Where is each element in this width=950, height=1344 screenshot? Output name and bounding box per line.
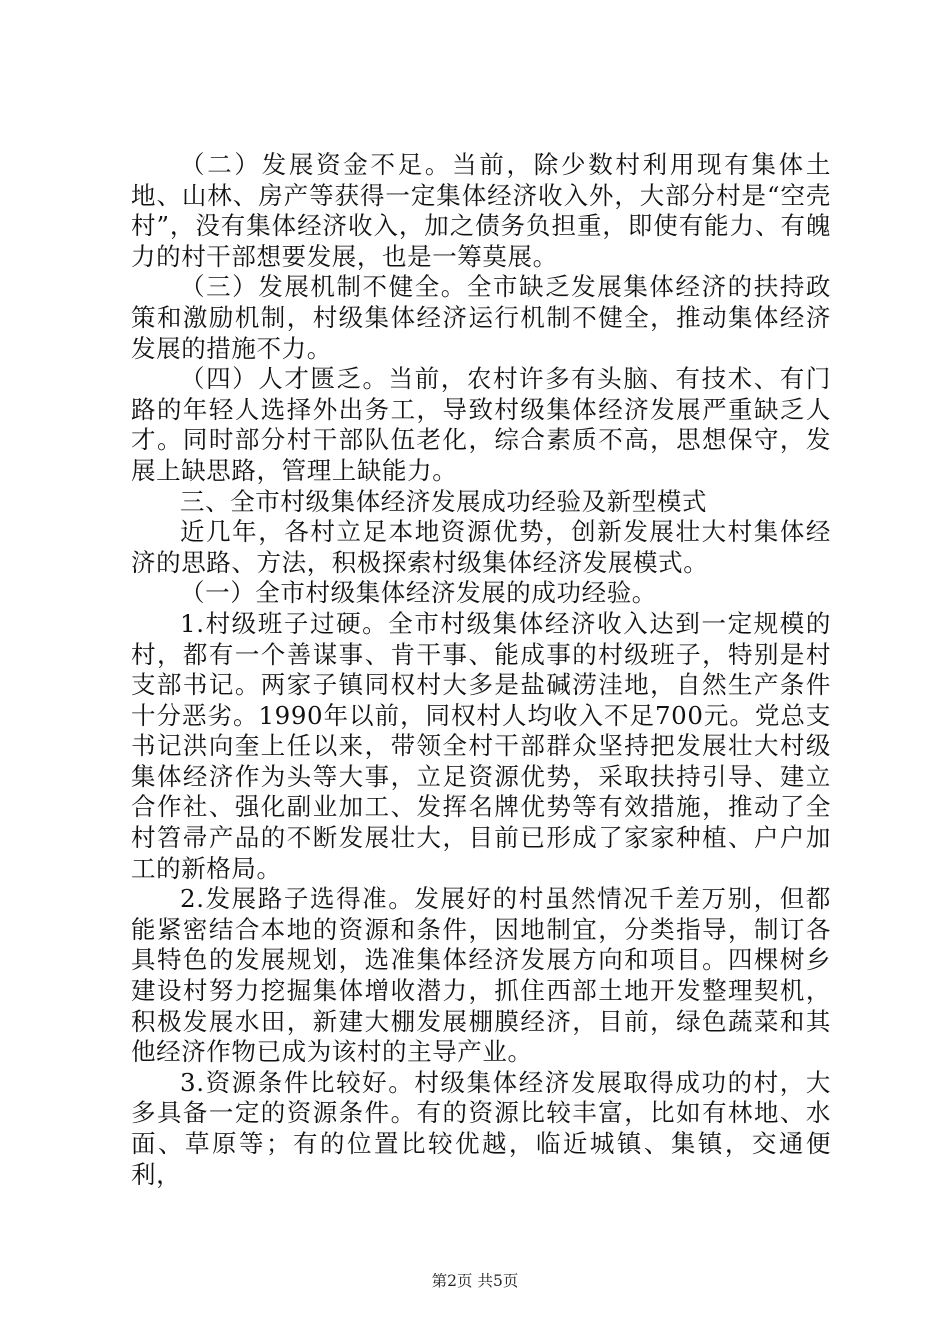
section-heading-success-experience: 三、全市村级集体经济发展成功经验及新型模式 [180, 486, 708, 516]
paragraph-item-3: 3.资源条件比较好。村级集体经济发展取得成功的村，大多具备一定的资源条件。有的资源比较丰富，比如有林地、水面、草原等；有的位置比较优越，临近城镇、集镇，交通便利， [131, 1067, 831, 1189]
paragraph-intro: 近几年，各村立足本地资源优势，创新发展壮大村集体经济的思路、方法，积极探索村级集体经济发展模式。 [131, 517, 831, 577]
paragraph-talent-shortage: （四）人才匮乏。当前，农村许多有头脑、有技术、有门路的年轻人选择外出务工，导致村级集体经济发展严重缺乏人才。同时部分村干部队伍老化，综合素质不高，思想保守，发展上缺思路，管理上缺能力。 [131, 364, 831, 485]
subsection-heading-success-experience: （一）全市村级集体经济发展的成功经验。 [180, 578, 657, 608]
paragraph-funding-shortage: （二）发展资金不足。当前，除少数村利用现有集体土地、山林、房产等获得一定集体经济收入外，大部分村是“空壳村”，没有集体经济收入，加之债务负担重，即使有能力、有魄力的村干部想要发展，也是一筹莫展。 [131, 150, 831, 271]
paragraph-item-1: 1.村级班子过硬。全市村级集体经济收入达到一定规模的村，都有一个善谋事、肯干事、能成事的村级班子，特别是村支部书记。两家子镇同权村大多是盐碱涝洼地，自然生产条件十分恶劣。1990年以前，同权村人均收入不足700元。党总支书记洪向奎上任以来，带领全村干部群众坚持把发展壮大村级集体经济作为头等大事，立足资源优势，采取扶持引导、建立合作社、强化副业加工、发挥名牌优势等有效措施，推动了全村笤帚产品的不断发展壮大，目前已形成了家家种植、户户加工的新格局。 [131, 608, 831, 883]
paragraph-mechanism-deficiency: （三）发展机制不健全。全市缺乏发展集体经济的扶持政策和激励机制，村级集体经济运行机制不健全，推动集体经济发展的措施不力。 [131, 272, 831, 363]
document-body [131, 150, 831, 1190]
page-footer: 第2页 共5页 [431, 1272, 519, 1290]
paragraph-item-2: 2.发展路子选得准。发展好的村虽然情况千差万别，但都能紧密结合本地的资源和条件，因地制宜，分类指导，制订各具特色的发展规划，选准集体经济发展方向和项目。四棵树乡建设村努力挖掘集体增收潜力，抓住西部土地开发整理契机，积极发展水田，新建大棚发展棚膜经济，目前，绿色蔬菜和其他经济作物已成为该村的主导产业。 [131, 884, 831, 1067]
